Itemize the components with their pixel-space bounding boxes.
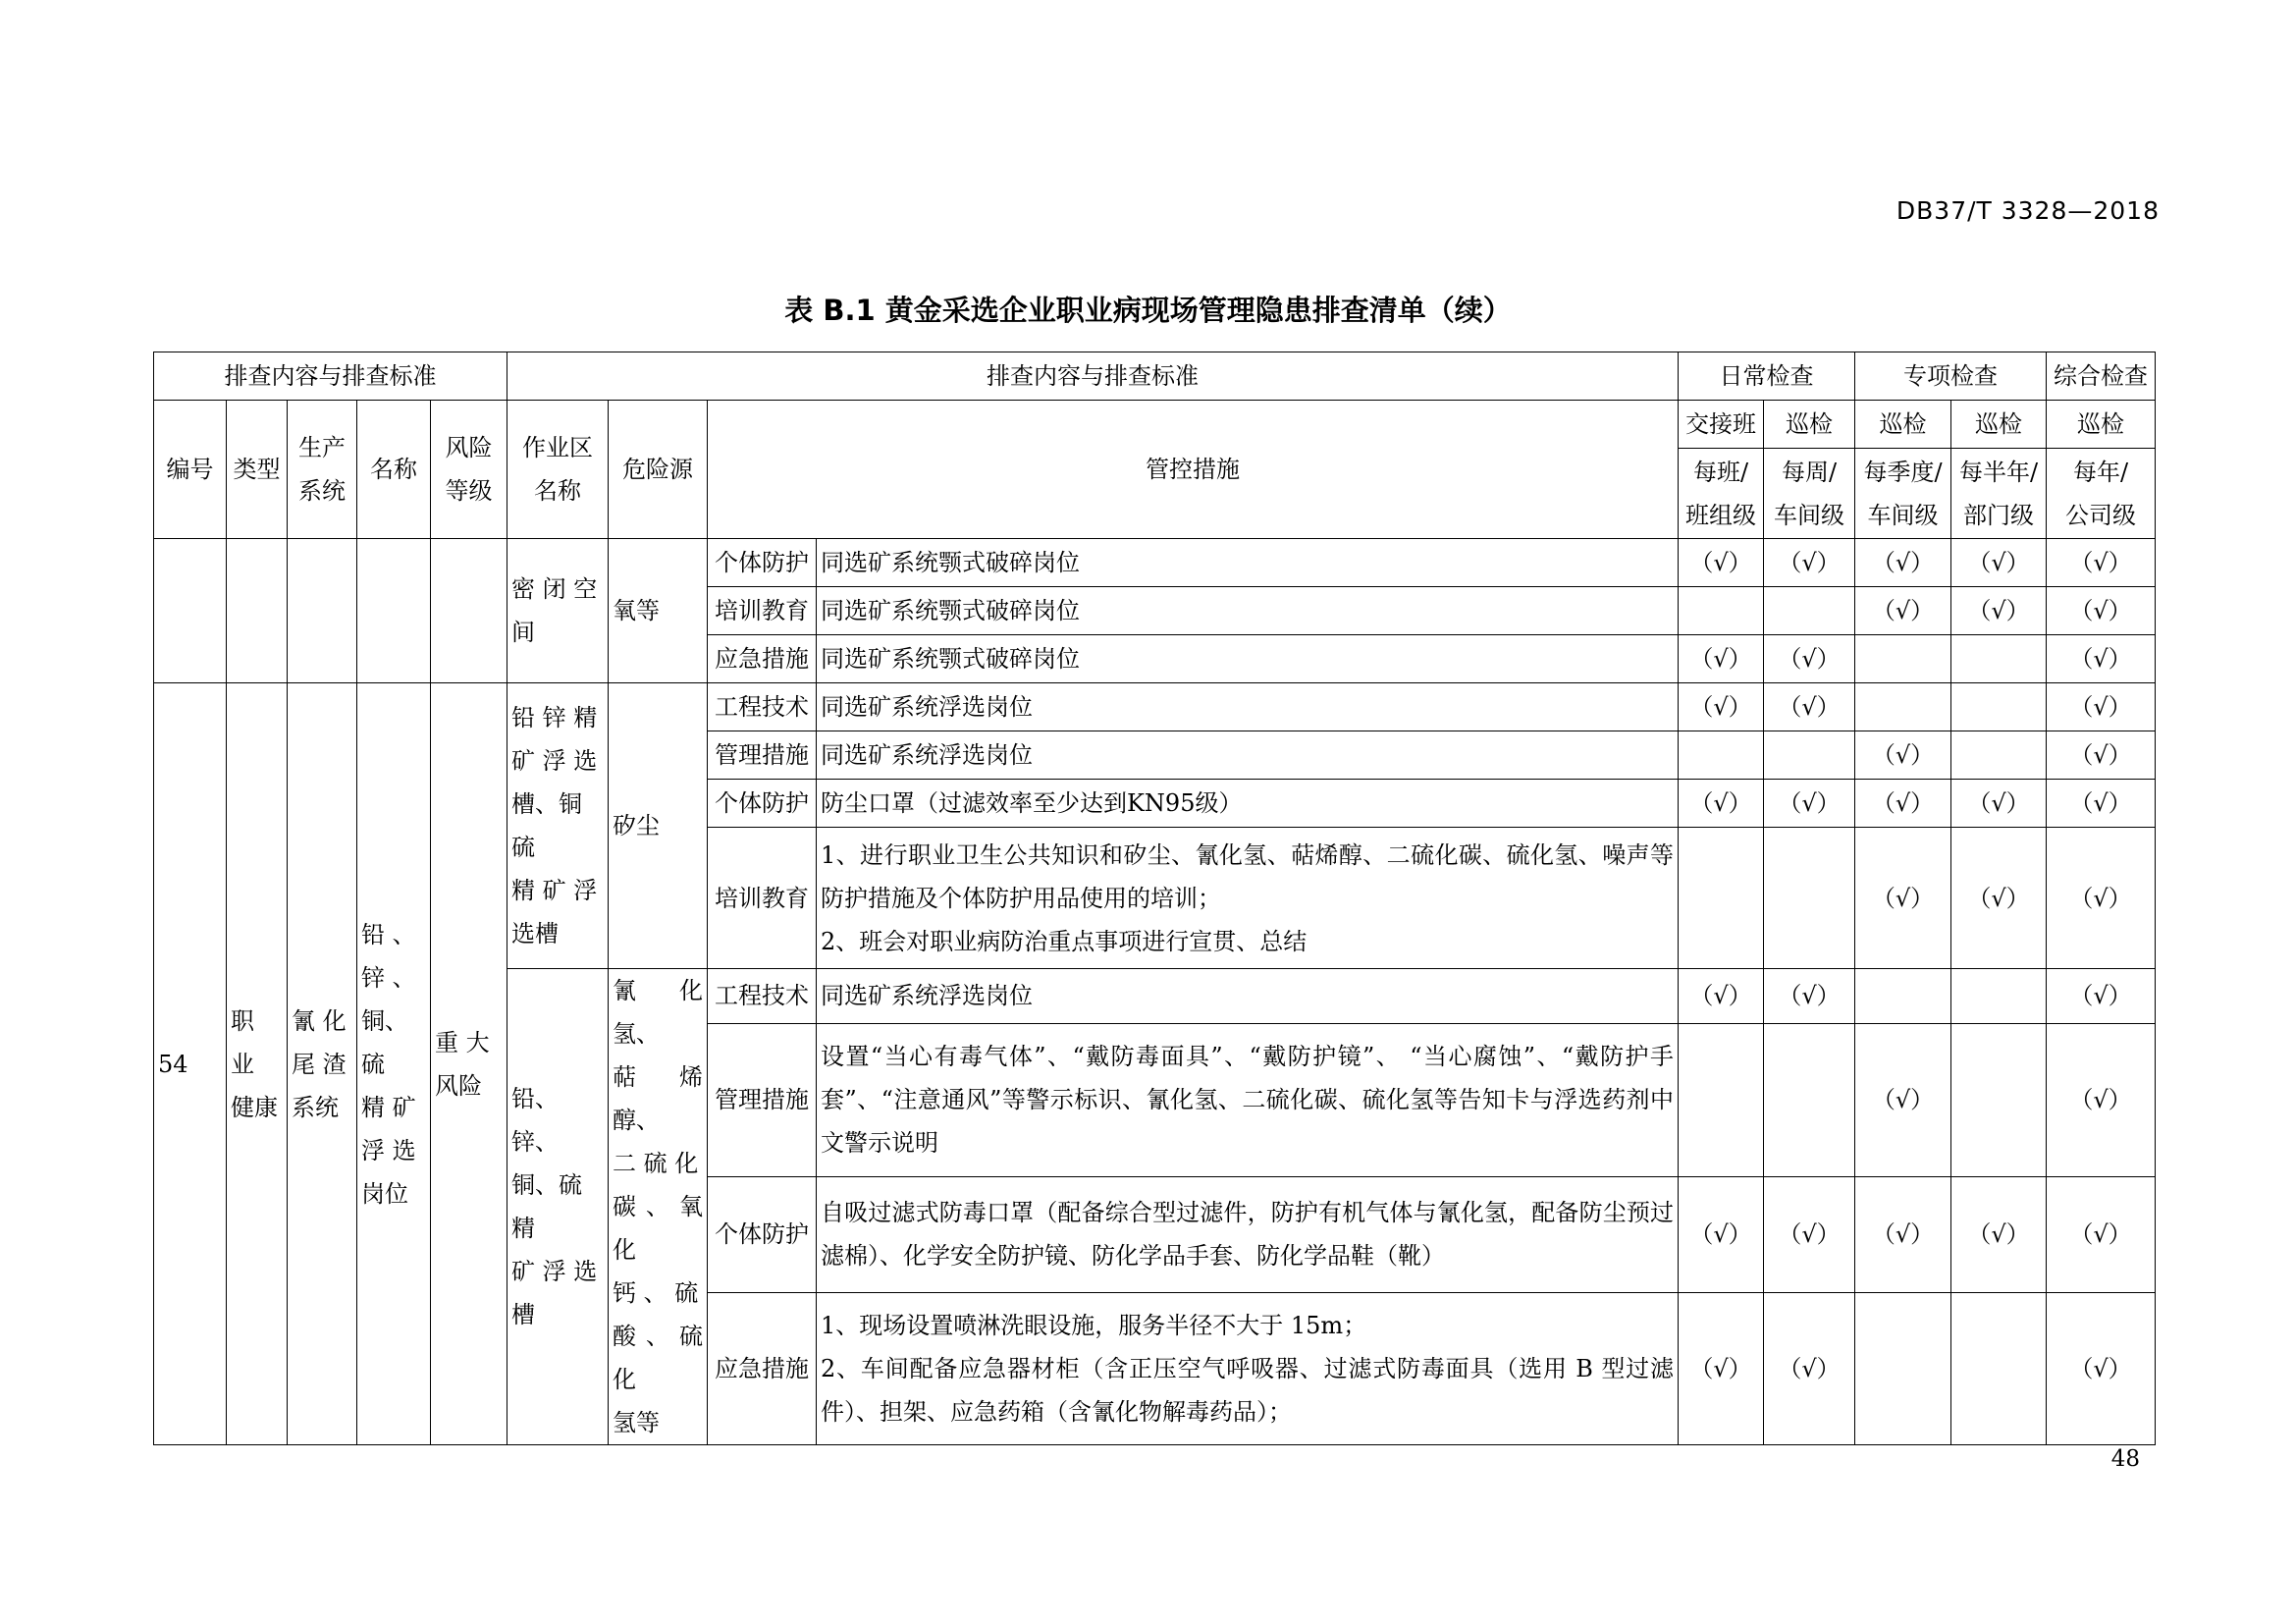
header-shift-handover: 交接班 xyxy=(1679,401,1764,449)
measure-text: 同选矿系统浮选岗位 xyxy=(817,683,1679,731)
check-mark xyxy=(1855,683,1951,731)
measure-category: 管理措施 xyxy=(708,1023,817,1176)
table-row xyxy=(154,683,2156,731)
continued-cell xyxy=(227,539,288,683)
check-mark: （√） xyxy=(2047,683,2156,731)
check-mark: （√） xyxy=(1951,828,2047,969)
measure-text: 同选矿系统浮选岗位 xyxy=(817,969,1679,1024)
header-patrol: 巡检 xyxy=(2047,401,2156,449)
measure-text: 同选矿系统颚式破碎岗位 xyxy=(817,539,1679,587)
check-mark xyxy=(1951,1292,2047,1444)
check-mark xyxy=(1764,1023,1855,1176)
continued-cell xyxy=(154,539,227,683)
header-frequency: 每半年/ 部门级 xyxy=(1951,449,2047,539)
header-name: 名称 xyxy=(357,401,431,539)
check-mark xyxy=(1679,731,1764,780)
check-mark: （√） xyxy=(2047,587,2156,635)
measure-category: 应急措施 xyxy=(708,1292,817,1444)
check-mark: （√） xyxy=(1951,587,2047,635)
table-row xyxy=(154,539,2156,587)
check-mark: （√） xyxy=(1855,828,1951,969)
check-mark xyxy=(1764,587,1855,635)
check-mark: （√） xyxy=(1764,635,1855,683)
measure-text: 防尘口罩（过滤效率至少达到KN95级） xyxy=(817,780,1679,828)
check-mark: （√） xyxy=(1855,1023,1951,1176)
check-mark: （√） xyxy=(1764,1176,1855,1292)
measure-category: 工程技术 xyxy=(708,683,817,731)
header-frequency: 每周/ 车间级 xyxy=(1764,449,1855,539)
check-mark xyxy=(1855,969,1951,1024)
check-mark: （√） xyxy=(1951,539,2047,587)
hazard-source-cell: 矽尘 xyxy=(609,683,708,969)
continued-cell xyxy=(431,539,507,683)
check-mark xyxy=(1951,1023,2047,1176)
measure-category: 应急措施 xyxy=(708,635,817,683)
continued-cell xyxy=(288,539,357,683)
header-type: 类型 xyxy=(227,401,288,539)
measure-text: 设置“当心有毒气体”、“戴防毒面具”、“戴防护镜”、 “当心腐蚀”、“戴防护手套”、“注意通风”等警示标识、氰化氢、二硫化碳、硫化氢等告知卡与浮选药剂中文警示说明 xyxy=(817,1023,1679,1176)
check-mark: （√） xyxy=(2047,539,2156,587)
table-caption: 表 B.1 黄金采选企业职业病现场管理隐患排查清单（续） xyxy=(784,294,1512,327)
measure-category: 个体防护 xyxy=(708,780,817,828)
measure-category: 培训教育 xyxy=(708,828,817,969)
header-frequency: 每年/ 公司级 xyxy=(2047,449,2156,539)
work-area-cell: 铅、锌、 铜、硫精 矿 浮 选 槽 xyxy=(507,969,609,1445)
check-mark xyxy=(1764,731,1855,780)
check-mark: （√） xyxy=(2047,828,2156,969)
item-name: 铅 、 锌 、 铜、硫 精 矿 浮 选 岗位 xyxy=(357,683,431,1445)
header-system: 生产 系统 xyxy=(288,401,357,539)
measure-text: 1、进行职业卫生公共知识和矽尘、氰化氢、萜烯醇、二硫化碳、硫化氢、噪声等防护措施及个体防护用品使用的培训； 2、班会对职业病防治重点事项进行宣贯、总结 xyxy=(817,828,1679,969)
check-mark: （√） xyxy=(1951,1176,2047,1292)
check-mark: （√） xyxy=(1764,969,1855,1024)
check-mark: （√） xyxy=(1764,683,1855,731)
page-number: 48 xyxy=(2110,1446,2140,1472)
header-special-check: 专项检查 xyxy=(1855,352,2047,401)
header-control-measures: 管控措施 xyxy=(708,401,1679,539)
check-mark: （√） xyxy=(1679,1292,1764,1444)
check-mark: （√） xyxy=(1855,780,1951,828)
header-row-checks xyxy=(154,401,2156,449)
measure-category: 个体防护 xyxy=(708,539,817,587)
check-mark: （√） xyxy=(1679,539,1764,587)
continued-cell xyxy=(357,539,431,683)
check-mark: （√） xyxy=(2047,635,2156,683)
check-mark: （√） xyxy=(1855,587,1951,635)
check-mark: （√） xyxy=(1855,731,1951,780)
check-mark: （√） xyxy=(1764,1292,1855,1444)
measure-category: 个体防护 xyxy=(708,1176,817,1292)
header-comprehensive-check: 综合检查 xyxy=(2047,352,2156,401)
check-mark: （√） xyxy=(2047,1023,2156,1176)
check-mark: （√） xyxy=(1764,539,1855,587)
item-number: 54 xyxy=(154,683,227,1445)
header-patrol: 巡检 xyxy=(1951,401,2047,449)
check-mark xyxy=(1951,731,2047,780)
check-mark: （√） xyxy=(1679,969,1764,1024)
header-frequency: 每季度/ 车间级 xyxy=(1855,449,1951,539)
item-risk-level: 重 大 风险 xyxy=(431,683,507,1445)
header-row-groups xyxy=(154,352,2156,401)
check-mark xyxy=(1855,635,1951,683)
header-patrol: 巡检 xyxy=(1855,401,1951,449)
check-mark xyxy=(1679,587,1764,635)
header-patrol: 巡检 xyxy=(1764,401,1855,449)
check-mark: （√） xyxy=(1764,780,1855,828)
header-work-area: 作业区 名称 xyxy=(507,401,609,539)
check-mark: （√） xyxy=(1855,539,1951,587)
check-mark: （√） xyxy=(2047,969,2156,1024)
check-mark: （√） xyxy=(2047,1292,2156,1444)
check-mark xyxy=(1679,1023,1764,1176)
header-daily-check: 日常检查 xyxy=(1679,352,1855,401)
measure-text: 同选矿系统颚式破碎岗位 xyxy=(817,635,1679,683)
header-risk-level: 风险 等级 xyxy=(431,401,507,539)
header-frequency: 每班/ 班组级 xyxy=(1679,449,1764,539)
check-mark: （√） xyxy=(1951,780,2047,828)
check-mark xyxy=(1951,969,2047,1024)
measure-category: 工程技术 xyxy=(708,969,817,1024)
work-area-cell: 铅 锌 精 矿 浮 选 槽、铜硫 精 矿 浮 选槽 xyxy=(507,683,609,969)
work-area-cell: 密 闭 空 间 xyxy=(507,539,609,683)
measure-text: 自吸过滤式防毒口罩（配备综合型过滤件，防护有机气体与氰化氢，配备防尘预过滤棉）、化学安全防护镜、防化学品手套、防化学品鞋（靴） xyxy=(817,1176,1679,1292)
header-hazard-source: 危险源 xyxy=(609,401,708,539)
measure-text: 同选矿系统颚式破碎岗位 xyxy=(817,587,1679,635)
hazard-source-cell: 氰化氢、 萜烯醇、 二 硫 化 碳、氧化 钙 、 硫 酸、硫化 氢等 xyxy=(609,969,708,1445)
hazard-checklist-table xyxy=(153,352,2156,1445)
check-mark: （√） xyxy=(2047,780,2156,828)
measure-category: 培训教育 xyxy=(708,587,817,635)
check-mark: （√） xyxy=(1679,780,1764,828)
check-mark xyxy=(1951,635,2047,683)
check-mark: （√） xyxy=(1679,683,1764,731)
check-mark: （√） xyxy=(1679,1176,1764,1292)
measure-text: 1、现场设置喷淋洗眼设施，服务半径不大于 15m； 2、车间配备应急器材柜（含正压空气呼吸器、过滤式防毒面具（选用 B 型过滤件）、担架、应急药箱（含氰化物解毒药品）； xyxy=(817,1292,1679,1444)
check-mark: （√） xyxy=(2047,731,2156,780)
item-system: 氰 化 尾 渣 系统 xyxy=(288,683,357,1445)
check-mark xyxy=(1764,828,1855,969)
measure-category: 管理措施 xyxy=(708,731,817,780)
check-mark: （√） xyxy=(1679,635,1764,683)
header-group-mid: 排查内容与排查标准 xyxy=(507,352,1679,401)
item-type: 职 业 健康 xyxy=(227,683,288,1445)
check-mark: （√） xyxy=(2047,1176,2156,1292)
header-no: 编号 xyxy=(154,401,227,539)
hazard-source-cell: 氧等 xyxy=(609,539,708,683)
check-mark xyxy=(1855,1292,1951,1444)
standard-code: DB37/T 3328—2018 xyxy=(1896,196,2160,225)
check-mark xyxy=(1679,828,1764,969)
check-mark xyxy=(1951,683,2047,731)
header-group-left: 排查内容与排查标准 xyxy=(154,352,507,401)
check-mark: （√） xyxy=(1855,1176,1951,1292)
measure-text: 同选矿系统浮选岗位 xyxy=(817,731,1679,780)
